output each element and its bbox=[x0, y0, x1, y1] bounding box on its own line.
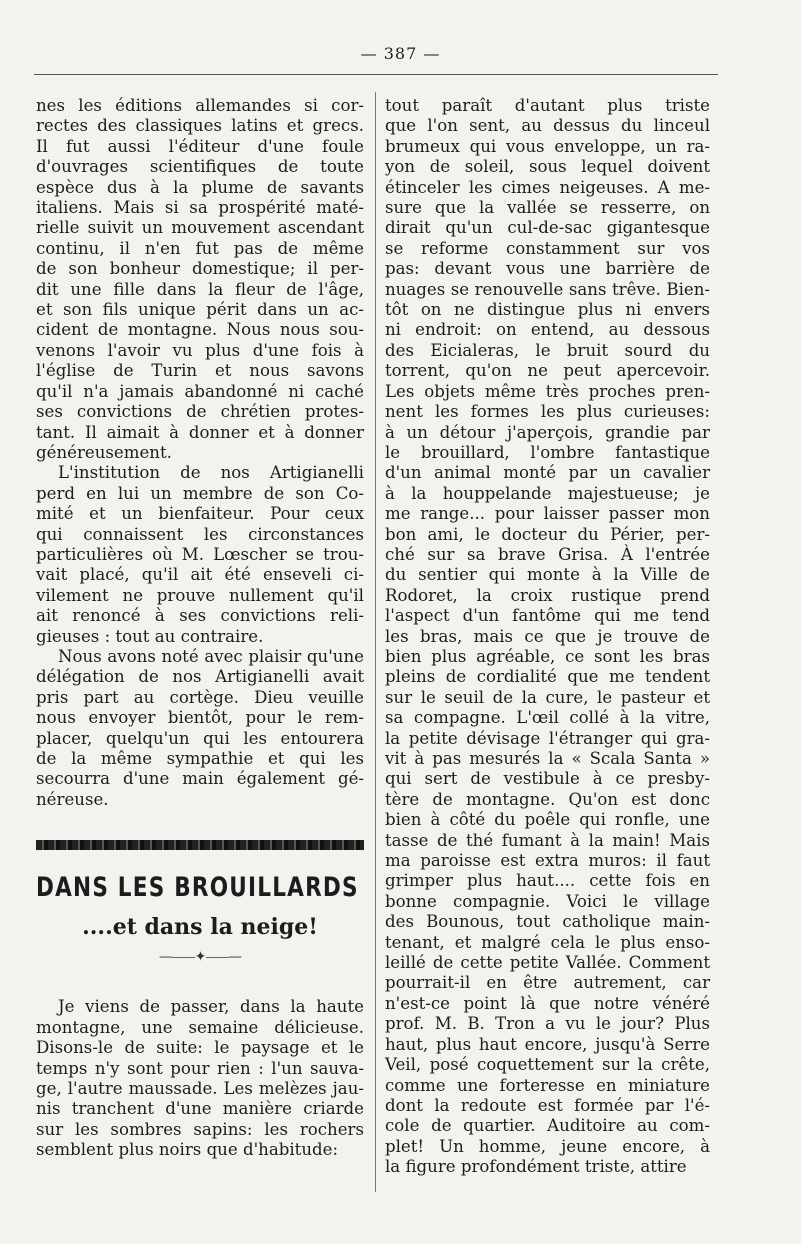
text-line: la petite dévisage l'étranger qui gra- bbox=[385, 728, 710, 748]
text-line: à la houppelande majestueuse; je bbox=[385, 483, 710, 503]
text-line: sa compagne. L'œil collé à la vitre, bbox=[385, 708, 710, 728]
text-line: d'un animal monté par un cavalier bbox=[385, 463, 710, 483]
text-line: nous envoyer bientôt, pour le rem- bbox=[36, 708, 364, 728]
text-line: pleins de cordialité que me tendent bbox=[385, 667, 710, 687]
text-line: Les objets même très proches pren- bbox=[385, 381, 710, 401]
text-line: dont la redoute est formée par l'é- bbox=[385, 1095, 710, 1115]
text-line: Il fut aussi l'éditeur d'une foule bbox=[36, 136, 364, 156]
text-line: nuages se renouvelle sans trêve. Bien- bbox=[385, 279, 710, 299]
text-line: des Eicialeras, le bruit sourd du bbox=[385, 340, 710, 360]
text-line: comme une forteresse en miniature bbox=[385, 1075, 710, 1095]
text-line: qu'il n'a jamais abandonné ni caché bbox=[36, 381, 364, 401]
paragraph bbox=[385, 96, 710, 1178]
text-line: bon ami, le docteur du Périer, per- bbox=[385, 524, 710, 544]
text-line: particulières où M. Lœscher se trou- bbox=[36, 544, 364, 564]
text-line: pourrait-il en être autrement, car bbox=[385, 973, 710, 993]
paragraph bbox=[36, 96, 364, 463]
text-line: bien à côté du poêle qui ronfle, une bbox=[385, 810, 710, 830]
text-line: continu, il n'en fut pas de même bbox=[36, 238, 364, 258]
text-line: délégation de nos Artigianelli avait bbox=[36, 667, 364, 687]
text-line: leillé de cette petite Vallée. Comment bbox=[385, 953, 710, 973]
text-line: temps n'y sont pour rien : l'un sauva- bbox=[36, 1058, 364, 1078]
text-line: Je viens de passer, dans la haute bbox=[58, 997, 364, 1017]
paragraph bbox=[36, 647, 364, 810]
text-line: montagne, une semaine délicieuse. bbox=[36, 1017, 364, 1037]
text-line: sur les sombres sapins: les rochers bbox=[36, 1119, 364, 1139]
text-line: vilement ne prouve nullement qu'il bbox=[36, 585, 364, 605]
text-line: tout paraît d'autant plus triste bbox=[385, 96, 710, 115]
text-line: n'est-ce point là que notre vénéré bbox=[385, 993, 710, 1013]
text-line: vit à pas mesurés la « Scala Santa » bbox=[385, 749, 710, 768]
text-line: ses convictions de chrétien protes- bbox=[36, 402, 364, 422]
text-line: l'église de Turin et nous savons bbox=[36, 361, 364, 381]
text-line: étinceler les cimes neigeuses. A me- bbox=[385, 177, 710, 197]
paragraph bbox=[36, 463, 364, 647]
text-line: Nous avons noté avec plaisir qu'une bbox=[58, 646, 364, 666]
text-line: cident de montagne. Nous nous sou- bbox=[36, 320, 364, 340]
article-subheading: ....et dans la neige! bbox=[82, 913, 318, 940]
article-heading: DANS LES BROUILLARDS bbox=[36, 872, 359, 904]
text-line: rielle suivit un mouvement ascendant bbox=[36, 218, 364, 238]
text-line: du sentier qui monte à la Ville de bbox=[385, 565, 710, 585]
text-line: Veil, posé coquettement sur la crête, bbox=[385, 1055, 710, 1075]
text-line: mité et un bienfaiteur. Pour ceux bbox=[36, 504, 364, 524]
page-number: — 387 — bbox=[360, 44, 441, 63]
text-line: la figure profondément triste, attire bbox=[385, 1157, 687, 1177]
text-line: Rodoret, la croix rustique prend bbox=[385, 585, 710, 605]
text-line: de son bonheur domestique; il per- bbox=[36, 259, 364, 279]
text-line: L'institution de nos Artigianelli bbox=[58, 463, 364, 483]
text-line: bien plus agréable, ce sont les bras bbox=[385, 646, 710, 666]
text-line: généreusement. bbox=[36, 442, 172, 462]
text-line: yon de soleil, sous lequel doivent bbox=[385, 157, 710, 177]
text-line: qui connaissent les circonstances bbox=[36, 524, 364, 544]
left-column bbox=[36, 96, 364, 1161]
text-line: espèce dus à la plume de savants bbox=[36, 177, 364, 197]
text-line: gieuses : tout au contraire. bbox=[36, 626, 264, 646]
text-line: plet! Un homme, jeune encore, à bbox=[385, 1136, 710, 1156]
text-line: sure que la vallée se resserre, on bbox=[385, 198, 710, 218]
text-line: tasse de thé fumant à la main! Mais bbox=[385, 830, 710, 850]
text-line: placer, quelqu'un qui les entourera bbox=[36, 728, 364, 748]
text-line: qui sert de vestibule à ce presby- bbox=[385, 769, 710, 789]
text-line: se reforme constamment sur vos bbox=[385, 238, 710, 258]
text-line: secourra d'une main également gé- bbox=[36, 769, 364, 789]
column-divider bbox=[375, 92, 376, 1192]
text-line: torrent, qu'on ne peut apercevoir. bbox=[385, 361, 710, 381]
text-line: ni endroit: on entend, au dessous bbox=[385, 320, 710, 340]
text-line: cole de quartier. Auditoire au com- bbox=[385, 1116, 710, 1136]
text-line: bonne compagnie. Voici le village bbox=[385, 891, 710, 911]
text-line: me range... pour laisser passer mon bbox=[385, 504, 710, 524]
text-line: tenant, et malgré cela le plus enso- bbox=[385, 932, 710, 952]
text-line: italiens. Mais si sa prospérité maté- bbox=[36, 198, 364, 218]
text-line: dit une fille dans la fleur de l'âge, bbox=[36, 279, 364, 299]
text-line: Disons-le de suite: le paysage et le bbox=[36, 1038, 364, 1058]
text-line: prof. M. B. Tron a vu le jour? Plus bbox=[385, 1014, 710, 1034]
right-column bbox=[385, 96, 710, 1178]
text-line: ge, l'autre maussade. Les melèzes jau- bbox=[36, 1079, 364, 1099]
text-line: néreuse. bbox=[36, 789, 109, 809]
text-line: venons l'avoir vu plus d'une fois à bbox=[36, 340, 364, 360]
text-line: ché sur sa brave Grisa. À l'entrée bbox=[385, 544, 710, 564]
text-line: et son fils unique périt dans un ac- bbox=[36, 300, 364, 320]
text-line: perd en lui un membre de son Co- bbox=[36, 483, 364, 503]
text-line: tant. Il aimait à donner et à donner bbox=[36, 422, 364, 442]
text-line: ait renoncé à ses convictions reli- bbox=[36, 606, 364, 626]
section-separator bbox=[36, 840, 364, 850]
text-line: le brouillard, l'ombre fantastique bbox=[385, 442, 710, 462]
text-line: grimper plus haut.... cette fois en bbox=[385, 871, 710, 891]
text-line: pris part au cortège. Dieu veuille bbox=[36, 687, 364, 707]
text-line: vait placé, qu'il ait été enseveli ci- bbox=[36, 565, 364, 585]
ornament: —⸺✦⸺— bbox=[158, 949, 242, 966]
text-line: des Bounous, tout catholique main- bbox=[385, 912, 710, 932]
text-line: semblent plus noirs que d'habitude: bbox=[36, 1140, 339, 1160]
text-line: sur le seuil de la cure, le pasteur et bbox=[385, 687, 710, 707]
text-line: ma paroisse est extra muros: il faut bbox=[385, 851, 710, 871]
text-line: dirait qu'un cul-de-sac gigantesque bbox=[385, 218, 710, 238]
text-line: les bras, mais ce que je trouve de bbox=[385, 626, 710, 646]
text-line: à un détour j'aperçois, grandie par bbox=[385, 422, 710, 442]
paragraph bbox=[36, 997, 364, 1160]
text-line: nes les éditions allemandes si cor- bbox=[36, 96, 364, 115]
text-line: nis tranchent d'une manière criarde bbox=[36, 1099, 364, 1119]
text-line: haut, plus haut encore, jusqu'à Serre bbox=[385, 1034, 710, 1054]
text-line: d'ouvrages scientifiques de toute bbox=[36, 157, 364, 177]
text-line: tôt on ne distingue plus ni envers bbox=[385, 300, 710, 320]
text-line: tère de montagne. Qu'on est donc bbox=[385, 789, 710, 809]
text-line: l'aspect d'un fantôme qui me tend bbox=[385, 606, 710, 626]
text-line: pas: devant vous une barrière de bbox=[385, 259, 710, 279]
text-line: nent les formes les plus curieuses: bbox=[385, 402, 710, 422]
header-rule bbox=[34, 74, 718, 75]
text-line: rectes des classiques latins et grecs. bbox=[36, 116, 364, 136]
text-line: de la même sympathie et qui les bbox=[36, 749, 364, 768]
text-line: que l'on sent, au dessus du linceul bbox=[385, 116, 710, 136]
text-line: brumeux qui vous enveloppe, un ra- bbox=[385, 136, 710, 156]
